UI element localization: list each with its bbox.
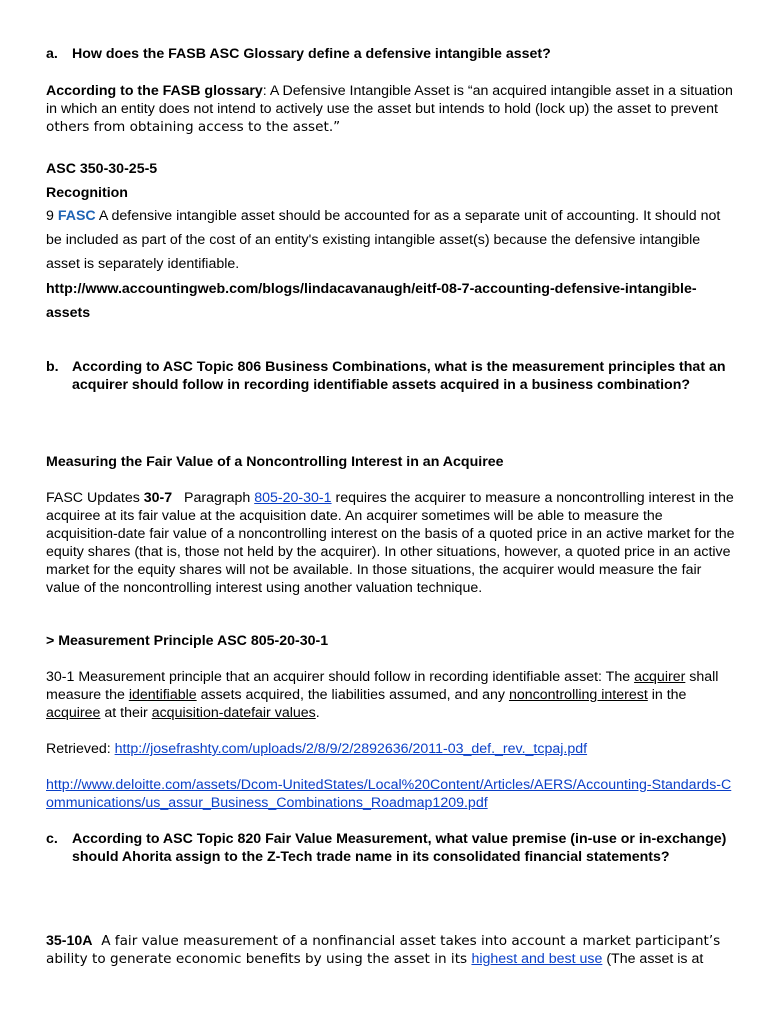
term-fair-values: acquisition-datefair values bbox=[151, 705, 316, 721]
principle-text-3: in the bbox=[647, 687, 687, 703]
question-c bbox=[46, 830, 736, 866]
updates-prefix: FASC Updates bbox=[46, 490, 144, 506]
principle-text-4: at their bbox=[100, 705, 152, 721]
measurement-principle-paragraph bbox=[46, 668, 736, 722]
fasc-number: 9 bbox=[46, 208, 58, 224]
fair-value-text-a: A fair value measurement of a nonfinancial asset takes into account a market participant’s ability to generate economic benefits by using the asset in its bbox=[46, 933, 725, 967]
definition-lead: According to the FASB glossary bbox=[46, 83, 263, 99]
josefrashty-link[interactable]: http://josefrashty.com/uploads/2/8/9/2/2892636/2011-03_def._rev._tcpaj.pdf bbox=[114, 741, 588, 757]
principle-intro: 30-1 Measurement principle that an acquirer should follow in recording identifiable asset: The bbox=[46, 669, 635, 685]
fasc-paragraph bbox=[46, 204, 736, 276]
fair-value-paragraph bbox=[46, 932, 736, 968]
principle-text-2: assets acquired, the liabilities assumed, and any bbox=[196, 687, 509, 703]
question-a bbox=[46, 45, 736, 63]
updates-paragraph-label: Paragraph bbox=[172, 490, 255, 506]
deloitte-line bbox=[46, 776, 736, 812]
question-b bbox=[46, 358, 736, 394]
asc-reference: ASC 350-30-25-5 bbox=[46, 161, 158, 177]
retrieved-label: Retrieved: bbox=[46, 741, 115, 757]
question-a-label: a. bbox=[46, 46, 58, 62]
term-acquirer: acquirer bbox=[634, 669, 686, 685]
deloitte-link[interactable]: http://www.deloitte.com/assets/Dcom-UnitedStates/Local%20Content/Articles/AERS/Accounting-Standards-Communications/us_assur_Business_Combinations_Roadmap1209.pdf bbox=[46, 777, 732, 811]
definition-tail: others from obtaining access to the asset.” bbox=[46, 119, 341, 135]
definition-paragraph bbox=[46, 82, 736, 136]
accountingweb-url: http://www.accountingweb.com/blogs/lindacavanaugh/eitf-08-7-accounting-defensive-intangible-assets bbox=[46, 281, 697, 321]
question-b-text: According to ASC Topic 806 Business Combinations, what is the measurement principles that an acquirer should follow in recording identifiable assets acquired in a business combination? bbox=[72, 359, 726, 393]
question-c-text: According to ASC Topic 820 Fair Value Measurement, what value premise (in-use or in-exchange) should Ahorita assign to the Z-Tech trade name in its consolidated financial statements? bbox=[72, 831, 727, 865]
fasc-label: FASC bbox=[57, 208, 96, 224]
updates-text: requires the acquirer to measure a noncontrolling interest in the acquiree at its fair value at the acquisition date. An acquirer sometimes will be able to measure the acquisition-date fair value of a noncontrolling interest on the basis of a quoted price in an active market for the equity shares (that is, those not held by the acquirer). In other situations, however, a quoted price in an active market for the equity shares will not be available. In those situations, the acquirer would measure the fair value of the noncontrolling interest using another valuation technique. bbox=[46, 490, 735, 596]
question-c-label: c. bbox=[46, 831, 58, 847]
paragraph-805-20-30-1-link[interactable]: 805-20-30-1 bbox=[254, 490, 332, 506]
principle-text-1: shall measure the bbox=[46, 669, 719, 703]
fair-value-ref: 35-10A bbox=[46, 933, 93, 949]
recognition-heading: Recognition bbox=[46, 185, 128, 201]
term-acquiree: acquiree bbox=[46, 705, 101, 721]
question-a-text: How does the FASB ASC Glossary define a defensive intangible asset? bbox=[72, 46, 551, 62]
term-identifiable: identifiable bbox=[128, 687, 197, 703]
retrieved-line bbox=[46, 740, 736, 758]
highest-and-best-use-link[interactable]: highest and best use bbox=[471, 951, 603, 967]
fasc-text: A defensive intangible asset should be accounted for as a separate unit of accounting. It should not be included as part of the cost of an entity's existing intangible asset(s) because the defensive intangible asset is separately identifiable. bbox=[46, 208, 721, 272]
measurement-principle-heading: > Measurement Principle ASC 805-20-30-1 bbox=[46, 633, 329, 649]
term-noncontrolling-interest: noncontrolling interest bbox=[508, 687, 648, 703]
fasc-updates-paragraph bbox=[46, 489, 736, 597]
fair-value-text-b: (The asset is at bbox=[602, 951, 704, 967]
noncontrolling-heading: Measuring the Fair Value of a Noncontrolling Interest in an Acquiree bbox=[46, 454, 504, 470]
question-b-label: b. bbox=[46, 359, 59, 375]
principle-end: . bbox=[315, 705, 320, 721]
updates-number: 30-7 bbox=[143, 490, 173, 506]
definition-body: : A Defensive Intangible Asset is “an acquired intangible asset in a situation in which an entity does not intend to actively use the asset but intends to hold (lock up) the asset to prevent bbox=[46, 83, 733, 117]
